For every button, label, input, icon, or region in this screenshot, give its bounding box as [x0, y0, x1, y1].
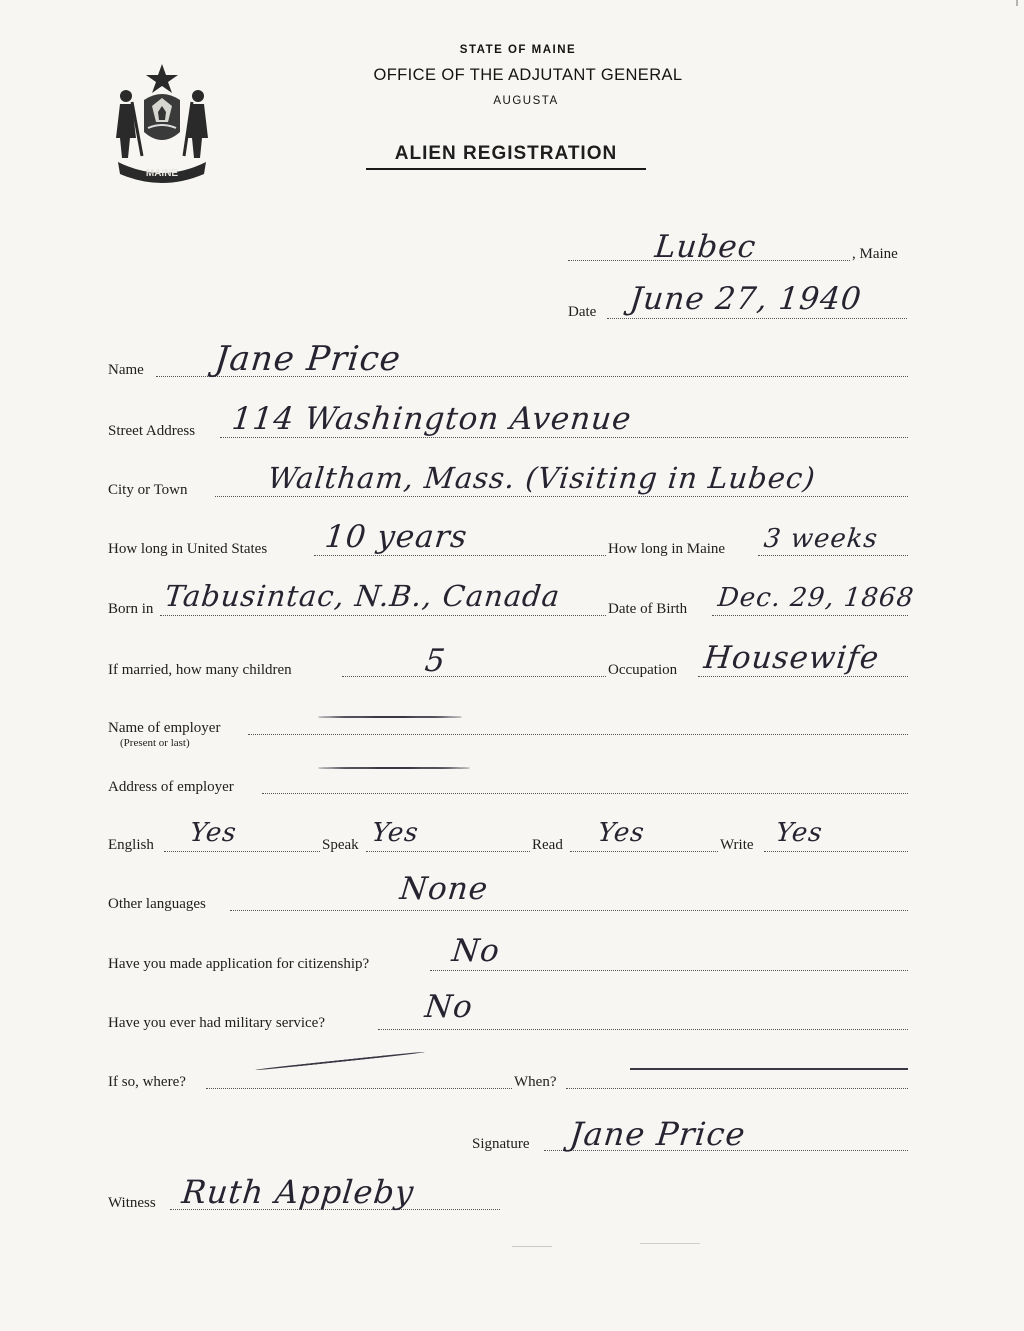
citizenship-line: [430, 970, 908, 971]
children-value: 5: [423, 643, 448, 679]
citizenship-value: No: [450, 933, 502, 969]
dob-value: Dec. 29, 1868: [716, 583, 916, 613]
how-long-us-value: 10 years: [323, 519, 470, 555]
english-label: English: [108, 837, 154, 853]
children-label: If married, how many children: [108, 662, 292, 678]
name-label: Name: [108, 362, 144, 378]
date-label: Date: [568, 304, 597, 320]
how-long-maine-value: 3 weeks: [762, 524, 880, 554]
children-line: [342, 676, 606, 677]
english-value: Yes: [188, 818, 239, 848]
employer-sub-label: (Present or last): [120, 737, 190, 749]
signature-value: Jane Price: [568, 1115, 748, 1153]
paper-speck: [1016, 0, 1018, 6]
occupation-label: Occupation: [608, 662, 678, 678]
dob-line: [712, 615, 908, 616]
office-heading: OFFICE OF THE ADJUTANT GENERAL: [373, 66, 683, 84]
other-languages-label: Other languages: [108, 896, 206, 912]
born-in-value: Tabusintac, N.B., Canada: [163, 579, 562, 613]
speak-line: [366, 851, 530, 852]
write-label: Write: [720, 837, 754, 853]
employer-address-line: [262, 793, 908, 794]
dob-label: Date of Birth: [608, 601, 688, 617]
military-label: Have you ever had military service?: [108, 1015, 325, 1031]
city-value: Waltham, Mass. (Visiting in Lubec): [266, 461, 818, 495]
street-label: Street Address: [108, 423, 196, 439]
town-suffix-label: , Maine: [852, 246, 898, 262]
name-value: Jane Price: [212, 339, 404, 379]
write-line: [764, 851, 908, 852]
speak-value: Yes: [370, 818, 421, 848]
occupation-value: Housewife: [702, 640, 882, 676]
date-line: [607, 318, 907, 319]
paper-speck: [640, 1243, 700, 1244]
occupation-line: [698, 676, 908, 677]
speak-label: Speak: [322, 837, 359, 853]
how-long-maine-label: How long in Maine: [608, 541, 726, 557]
form-title: ALIEN REGISTRATION: [366, 143, 646, 170]
city-label: City or Town: [108, 482, 188, 498]
signature-label: Signature: [472, 1136, 530, 1152]
where-line: [206, 1088, 512, 1089]
employer-address-blank-dash: [318, 767, 470, 769]
read-line: [570, 851, 718, 852]
where-blank-dash: [255, 1051, 424, 1071]
when-line: [566, 1088, 908, 1089]
witness-label: Witness: [108, 1195, 156, 1211]
street-line: [220, 437, 908, 438]
how-long-us-label: How long in United States: [108, 541, 268, 557]
employer-label: Name of employer: [108, 720, 221, 736]
english-line: [164, 851, 320, 852]
date-value: June 27, 1940: [628, 281, 864, 317]
city-line: [215, 496, 908, 497]
when-label: When?: [514, 1074, 557, 1090]
how-long-us-line: [314, 555, 606, 556]
paper-speck: [512, 1246, 552, 1247]
born-in-line: [160, 615, 606, 616]
citizenship-label: Have you made application for citizenship?: [108, 956, 370, 972]
state-heading: STATE OF MAINE: [459, 44, 577, 56]
military-line: [378, 1029, 908, 1030]
employer-blank-dash: [318, 716, 462, 718]
town-value: Lubec: [653, 229, 759, 265]
witness-value: Ruth Appleby: [180, 1173, 417, 1211]
employer-address-label: Address of employer: [108, 779, 234, 795]
employer-line: [248, 734, 908, 735]
read-value: Yes: [596, 818, 647, 848]
street-value: 114 Washington Avenue: [230, 401, 634, 437]
read-label: Read: [532, 837, 563, 853]
city-heading: AUGUSTA: [493, 95, 559, 107]
where-label: If so, where?: [108, 1074, 186, 1090]
write-value: Yes: [774, 818, 825, 848]
svg-text:MAINE: MAINE: [145, 168, 179, 179]
how-long-maine-line: [758, 555, 908, 556]
other-languages-value: None: [398, 871, 491, 907]
when-blank-dash: [630, 1068, 908, 1070]
other-languages-line: [230, 910, 908, 911]
military-value: No: [423, 989, 475, 1025]
born-in-label: Born in: [108, 601, 154, 617]
